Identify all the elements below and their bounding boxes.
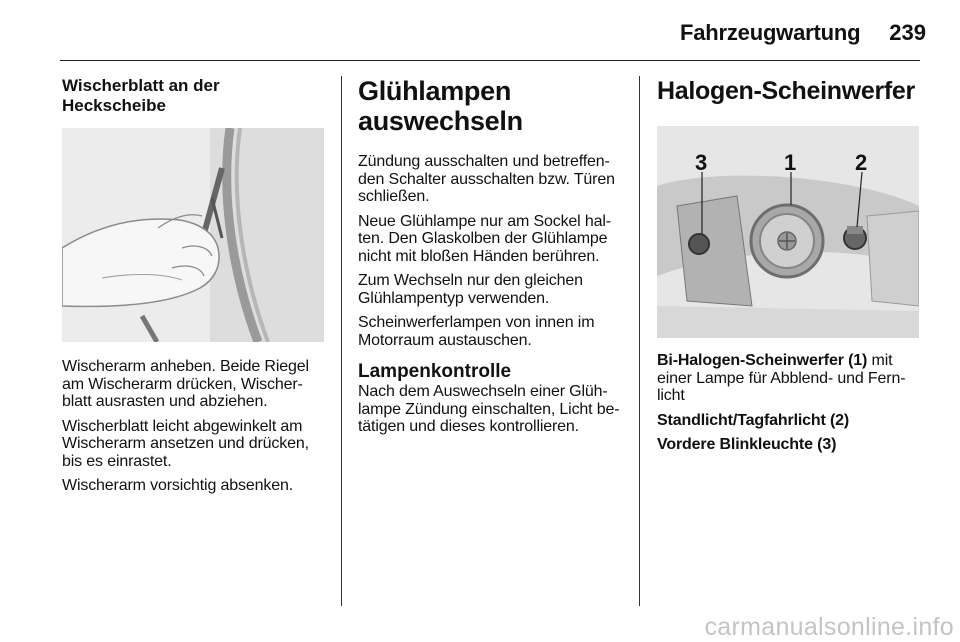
wiper-figure-wrapper: [62, 128, 324, 342]
column-wiper: [62, 76, 324, 495]
callout-2: 2: [855, 150, 868, 175]
bi-halogen-description: Bi-Halogen-Scheinwerfer (1) mit einer Lampe für Abblend- und Fern- licht: [657, 352, 906, 404]
column-bulbs: [358, 76, 626, 436]
page-header-title: Fahrzeugwartung: [680, 20, 861, 45]
lamp-check-text: Nach dem Auswechseln einer Glüh- lampe Zündung einschalten, Licht be- tätigen und dieses kontrollieren.: [358, 383, 620, 435]
wiper-heading: Wischerblatt an der Heckscheibe: [62, 76, 220, 115]
bulbs-para-4: Scheinwerferlampen von innen im Motorraum austauschen.: [358, 314, 595, 349]
bulbs-para-3: Zum Wechseln nur den gleichen Glühlampentyp verwenden.: [358, 272, 583, 307]
callout-1: 1: [784, 150, 797, 175]
lamp-check-heading: Lampenkontrolle: [358, 361, 512, 382]
halogen-heading: Halogen-Scheinwerfer: [657, 77, 915, 105]
headlamp-photo: [657, 126, 919, 338]
column-halogen: [657, 76, 919, 454]
callout-3: 3: [695, 150, 708, 175]
page-number: 239: [889, 20, 926, 45]
wiper-step-3: Wischerarm vorsichtig absenken.: [62, 477, 293, 494]
watermark: carmanualsonline.info: [704, 613, 954, 641]
column-divider-2: [639, 76, 640, 606]
wiper-step-1: Wischerarm anheben. Beide Riegel am Wischerarm drücken, Wischer- blatt ausrasten und abziehen.: [62, 358, 309, 410]
column-divider-1: [341, 76, 342, 606]
bulbs-para-2: Neue Glühlampe nur am Sockel hal- ten. Den Glaskolben der Glühlampe nicht mit bloßen Händen berühren.: [358, 212, 611, 265]
header-divider: [60, 60, 920, 61]
wiper-blade-illustration: [62, 128, 324, 342]
turn-signal-label: Vordere Blinkleuchte (3): [657, 436, 837, 453]
wiper-step-2: Wischerblatt leicht abgewinkelt am Wischerarm ansetzen und drücken, bis es einrastet.: [62, 417, 309, 470]
parking-light-label: Standlicht/Tagfahrlicht (2): [657, 411, 850, 429]
bulbs-para-1: Zündung ausschalten und betreffen- den Schalter ausschalten bzw. Türen schließen.: [358, 153, 615, 205]
headlamp-figure-wrapper: [657, 126, 919, 338]
bulbs-heading: Glühlampen auswechseln: [358, 76, 523, 136]
